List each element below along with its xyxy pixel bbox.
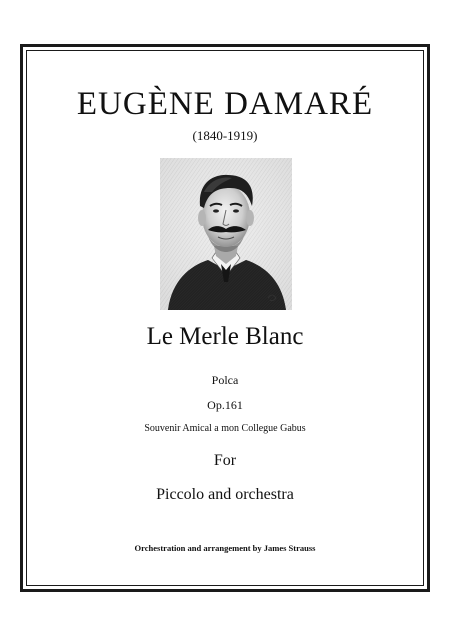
piece-genre: Polca [211, 373, 239, 387]
composer-name: EUGÈNE DAMARÉ [76, 86, 374, 122]
composer-dates: (1840-1919) [192, 128, 258, 143]
portrait-engraving-icon [160, 158, 292, 310]
dedication: Souvenir Amical a mon Collegue Gabus [144, 423, 306, 434]
scoring-for-label: For [213, 452, 237, 469]
arrangement-credit: Orchestration and arrangement by James Strauss [134, 543, 316, 553]
opus-number: Op.161 [207, 398, 243, 412]
piece-title: Le Merle Blanc [146, 323, 304, 350]
instrumentation: Piccolo and orchestra [156, 486, 294, 503]
